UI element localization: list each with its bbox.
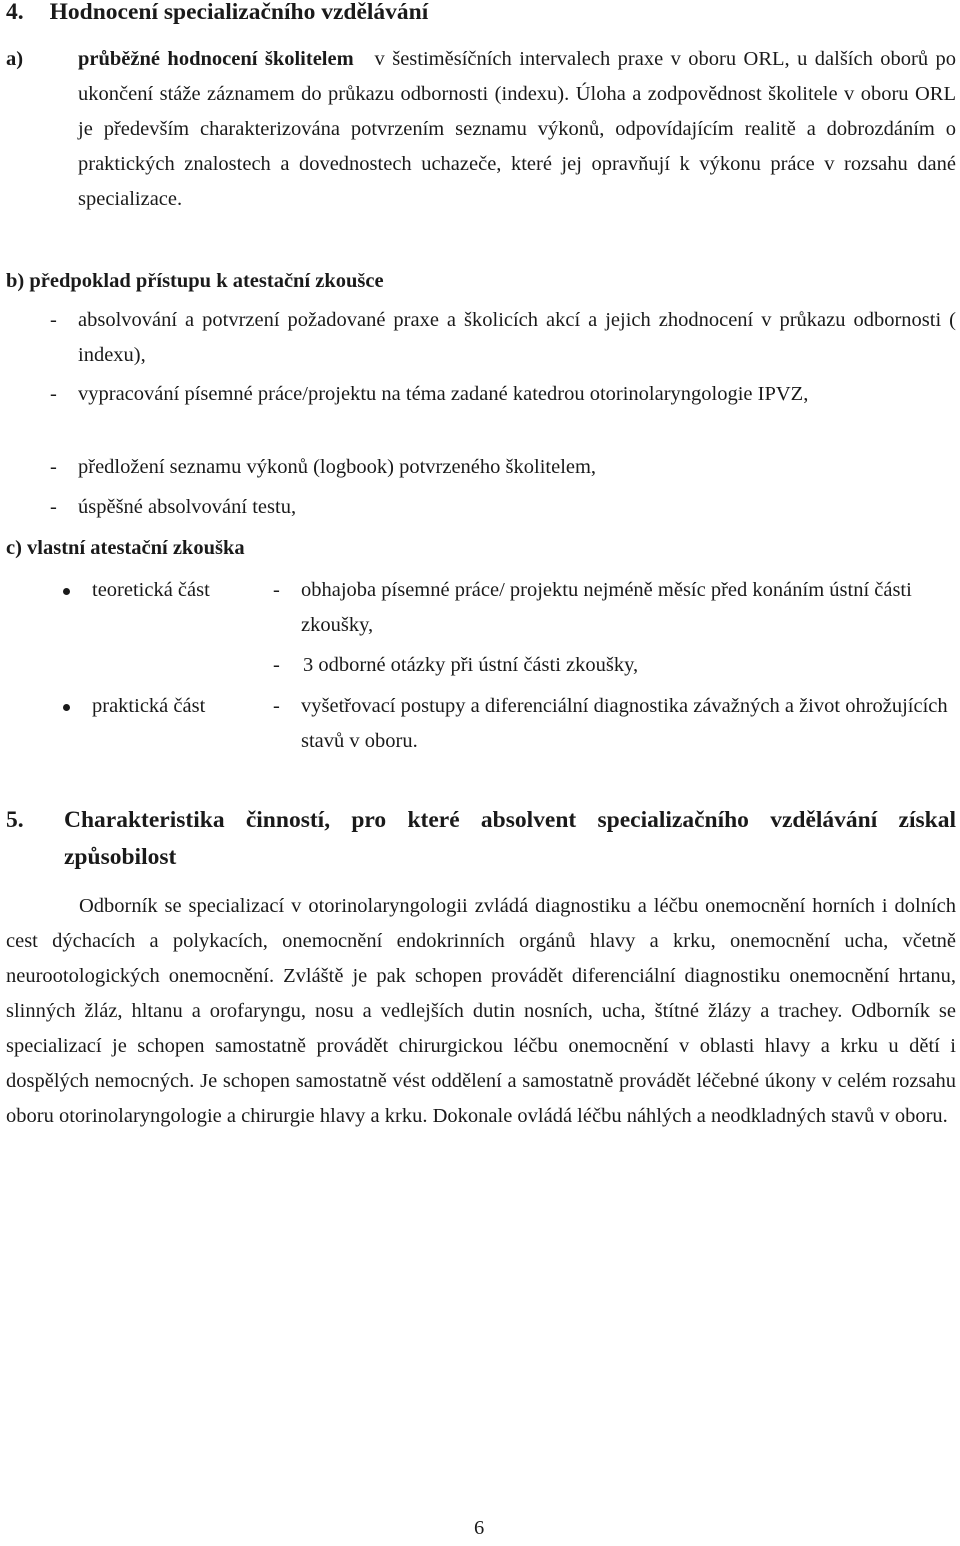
section-4-number: 4. (6, 0, 24, 25)
theory-label: teoretická část (92, 579, 210, 601)
section-5-title: Charakteristika činností, pro které absolvent specializačního vzdělávání získal způsobilost (64, 807, 956, 870)
item-b-heading: b) předpoklad přístupu k atestační zkoušce (6, 270, 384, 292)
item-a-label: a) (6, 48, 24, 70)
section-5-paragraph: Odborník se specializací v otorinolaryngologii zvládá diagnostiku a léčbu onemocnění horních i dolních cest dýchacích a polykacích, onemocnění endokrinních orgánů hlavy a krku, onemocnění ucha, včetně neurootologických onemocnění. Zvláště je pak schopen provádět diferenciální diagnostiku onemocnění hrtanu, slinných žláz, hltanu a orofaryngu, nosu a vedlejších dutin nosních, ucha, štítné žlázy a trachey. Odborník se specializací je schopen samostatně provádět chirurgickou léčbu onemocnění v oblasti hlavy a krku u dětí i dospělých nemocných. Je schopen samostatně vést oddělení a samostatně provádět léčebné úkony v celém rozsahu oboru otorinolaryngologie a chirurgie hlavy a krku. Dokonale ovládá léčbu náhlých a neodkladných stavů v oboru. (6, 895, 956, 1127)
item-a-bold-text: průběžné hodnocení školitelem (78, 48, 354, 70)
item-a-paragraph (78, 42, 956, 217)
theory-item: - 3 odborné otázky při ústní části zkoušky, (273, 654, 639, 676)
theory-item: - obhajoba písemné práce/ projektu nejméně měsíc před konáním ústní části zkoušky, (273, 579, 912, 636)
list-item: - úspěšné absolvování testu, (50, 496, 297, 518)
section-4-title: Hodnocení specializačního vzdělávání (49, 0, 429, 25)
item-c-heading: c) vlastní atestační zkouška (6, 537, 245, 559)
list-item: - absolvování a potvrzení požadované praxe a školicích akcí a jejich zhodnocení v průkazu odbornosti ( indexu), (50, 309, 956, 366)
bullet-icon (63, 704, 70, 711)
list-item: - předložení seznamu výkonů (logbook) potvrzeného školitelem, (50, 456, 597, 478)
bullet-icon (63, 588, 70, 595)
practical-label: praktická část (92, 695, 206, 717)
practical-item: - vyšetřovací postupy a diferenciální diagnostika závažných a život ohrožujících stavů v oboru. (273, 695, 948, 752)
section-5-number: 5. (6, 807, 24, 833)
section-4-heading (6, 0, 946, 31)
list-item: - vypracování písemné práce/projektu na téma zadané katedrou otorinolaryngologie IPVZ, (50, 383, 809, 405)
page-number: 6 (474, 1517, 485, 1539)
item-a-text: v šestiměsíčních intervalech praxe v oboru ORL, u dalších oborů po ukončení stáže záznamem do průkazu odbornosti (indexu). Úloha a zodpovědnost školitele v oboru ORL je především charakterizována potvrzením seznamu výkonů, odpovídajícím realitě a dobrozdáním o praktických znalostech a dovednostech uchazeče, které jej opravňují k výkonu práce v rozsahu dané specializace. (78, 48, 957, 210)
